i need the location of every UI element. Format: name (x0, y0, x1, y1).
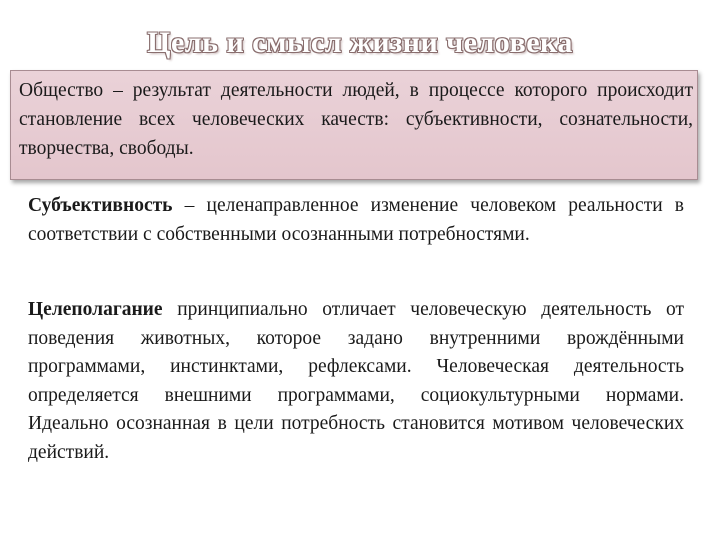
goal-setting-text: принципиально отличает человеческую деятельность от поведения животных, которое задано внутренними врождёнными программами, инстинктами, рефлексами. Человеческая деятельность определяется внешними программами, социокультурными нормами. Идеально осознанная в цели потребность становится мотивом человеческих действий. (28, 299, 684, 463)
goal-setting-term: Целеполагание (28, 299, 163, 320)
subjectivity-term: Субъективность (28, 195, 173, 216)
subjectivity-paragraph (28, 192, 684, 249)
definition-text: Общество – результат деятельности людей, в процессе которого происходит становление всех человеческих качеств: субъективности, сознательности, творчества, свободы. (19, 80, 693, 159)
subjectivity-text: – целенаправленное изменение человеком реальности в соответствии с собственными осознанными потребностями. (28, 195, 684, 245)
definition-box (10, 70, 698, 180)
goal-setting-paragraph (28, 296, 684, 467)
page-title: Цель и смысл жизни человека (147, 26, 573, 59)
